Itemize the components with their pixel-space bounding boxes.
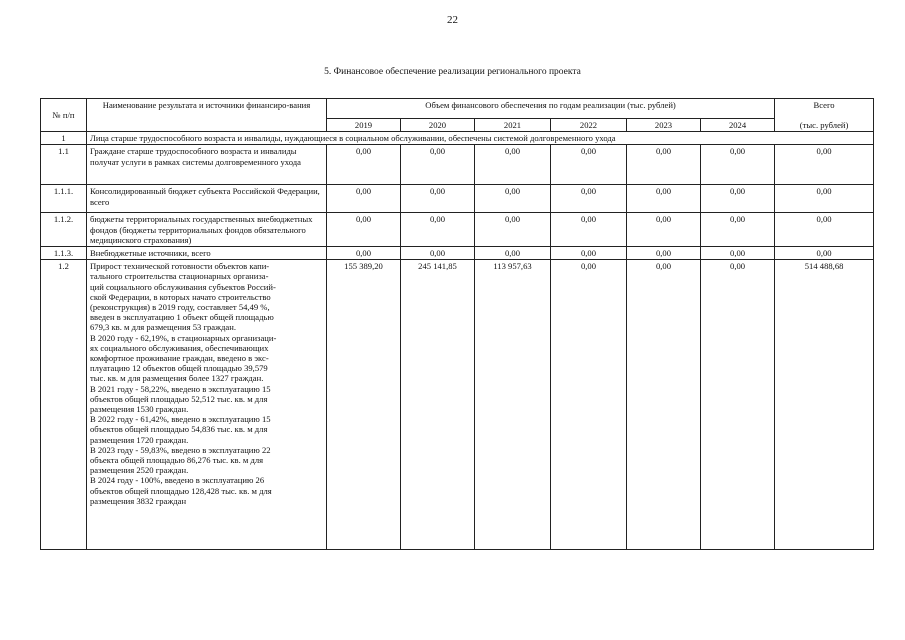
row-value: 0,00 <box>701 260 775 550</box>
row-value: 113 957,63 <box>475 260 551 550</box>
header-year: 2022 <box>551 119 627 132</box>
row-value: 0,00 <box>401 247 475 260</box>
row-value: 0,00 <box>551 260 627 550</box>
row-num: 1.2 <box>41 260 87 550</box>
table-row <box>41 260 874 550</box>
row-value: 0,00 <box>327 185 401 213</box>
row-name-line: В 2020 году - 62,19%, в стационарных организаци- <box>90 332 277 343</box>
row-value: 0,00 <box>327 145 401 185</box>
row-name-line: ях социального обслуживания, обеспечивающих <box>90 342 269 353</box>
header-name: Наименование результата и источники финансиро-вания <box>87 99 327 132</box>
section-title: 5. Финансовое обеспечение реализации регионального проекта <box>324 67 581 77</box>
row-name-line: введен в эксплуатацию 1 объект общей площадью <box>90 312 274 323</box>
financing-table <box>40 98 874 550</box>
row-value: 0,00 <box>551 247 627 260</box>
row-value: 0,00 <box>401 145 475 185</box>
header-year: 2023 <box>627 119 701 132</box>
row-value: 0,00 <box>551 185 627 213</box>
row-num: 1.1 <box>41 145 87 185</box>
row-total: 0,00 <box>775 145 874 185</box>
row-value: 0,00 <box>475 247 551 260</box>
row-name-line: В 2023 году - 59,83%, введено в эксплуатацию 22 <box>90 444 271 455</box>
row-name-line: объекта общей площадью 86,276 тыс. кв. м для <box>90 455 264 466</box>
row-value: 0,00 <box>701 145 775 185</box>
row-value: 0,00 <box>551 145 627 185</box>
row-value: 0,00 <box>701 185 775 213</box>
row-name: Внебюджетные источники, всего <box>87 247 327 260</box>
row-value: 0,00 <box>627 185 701 213</box>
row-name-line: тального строительства стационарных организа- <box>90 271 269 282</box>
row-name-line: (реконструкция) в 2019 году, составляет 54,49 %, <box>90 302 270 313</box>
header-num: № п/п <box>41 99 87 132</box>
row-value: 0,00 <box>627 247 701 260</box>
row-name-line: комфортное проживание граждан, введено в экс- <box>90 353 269 364</box>
header-volume: Объем финансового обеспечения по годам реализации (тыс. рублей) <box>327 99 775 119</box>
row-value: 0,00 <box>401 185 475 213</box>
row-name-multiline <box>87 260 327 550</box>
header-year: 2021 <box>475 119 551 132</box>
row-name-line: размещения 1530 граждан. <box>90 404 189 415</box>
table-row <box>41 185 874 213</box>
header-total: Всего <box>775 99 874 119</box>
row-name-line: Прирост технической готовности объектов капи- <box>90 261 270 272</box>
row-value: 0,00 <box>401 213 475 247</box>
row-total: 0,00 <box>775 213 874 247</box>
row-name-line: объектов общей площадью 54,836 тыс. кв. м для <box>90 424 268 435</box>
table-row <box>41 247 874 260</box>
row-name: Консолидированный бюджет субъекта Российской Федерации, всего <box>87 185 327 213</box>
row-value: 0,00 <box>551 213 627 247</box>
row-num: 1 <box>41 132 87 145</box>
row-total: 0,00 <box>775 185 874 213</box>
row-value: 155 389,20 <box>327 260 401 550</box>
row-name-line: тыс. кв. м для размещения более 1327 граждан. <box>90 373 264 384</box>
header-year: 2020 <box>401 119 475 132</box>
row-value: 0,00 <box>327 213 401 247</box>
row-value: 0,00 <box>701 213 775 247</box>
row-name-line: плуатацию 12 объектов общей площадью 39,579 <box>90 363 268 374</box>
row-name-line: ской Федерации, в которых начато строительство <box>90 291 271 302</box>
row-name-line: объектов общей площадью 52,512 тыс. кв. м для <box>90 393 268 404</box>
row-value: 0,00 <box>627 145 701 185</box>
row-value: 0,00 <box>475 185 551 213</box>
table-row <box>41 213 874 247</box>
row-name: Граждане старше трудоспособного возраста и инвалиды получат услуги в рамках системы долговременного ухода <box>87 145 327 185</box>
row-total: 514 488,68 <box>775 260 874 550</box>
row-value: 0,00 <box>627 260 701 550</box>
row-value: 0,00 <box>327 247 401 260</box>
row-name-line: В 2022 году - 61,42%, введено в эксплуатацию 15 <box>90 414 271 425</box>
row-name-line: объектов общей площадью 128,428 тыс. кв. м для <box>90 485 272 496</box>
row-num: 1.1.3. <box>41 247 87 260</box>
header-year: 2019 <box>327 119 401 132</box>
row-name-line: В 2024 году - 100%, введено в эксплуатацию 26 <box>90 475 265 486</box>
row-name-line: ций социального обслуживания субъектов Россий- <box>90 281 276 292</box>
row-total: 0,00 <box>775 247 874 260</box>
row-name-line: размещения 1720 граждан. <box>90 434 189 445</box>
row-value: 0,00 <box>701 247 775 260</box>
row-name-line: размещения 3832 граждан <box>90 495 187 506</box>
row-num: 1.1.2. <box>41 213 87 247</box>
row-num: 1.1.1. <box>41 185 87 213</box>
row-value: 0,00 <box>627 213 701 247</box>
row-value: 0,00 <box>475 213 551 247</box>
row-name-line: размещения 2520 граждан. <box>90 465 189 476</box>
table-row <box>41 145 874 185</box>
row-value: 0,00 <box>475 145 551 185</box>
row-name: бюджеты территориальных государственных внебюджетных фондов (бюджеты территориальных фондов обязательного медицинского страхования) <box>87 213 327 247</box>
row-name-line: 679,3 кв. м для размещения 53 граждан. <box>90 322 236 333</box>
header-total-unit: (тыс. рублей) <box>775 119 874 132</box>
page-number: 22 <box>447 14 458 26</box>
table-row <box>41 132 874 145</box>
header-year: 2024 <box>701 119 775 132</box>
row-value: 245 141,85 <box>401 260 475 550</box>
row-name-line: В 2021 году - 58,22%, введено в эксплуатацию 15 <box>90 383 271 394</box>
row-name: Лица старше трудоспособного возраста и инвалиды, нуждающиеся в социальном обслуживании, обеспечены системой долговременного ухода <box>87 132 874 145</box>
